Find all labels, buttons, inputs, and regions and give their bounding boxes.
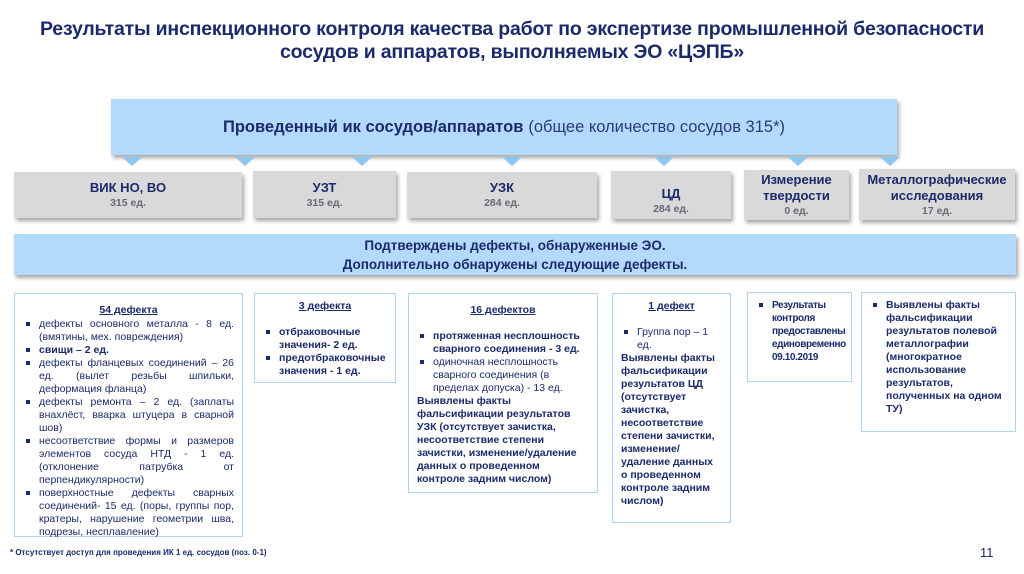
list-item: одиночная несплошность сварного соединения (в пределах допуска) - 13 ед. [417,356,589,395]
card-heading: 54 дефекта [99,304,158,316]
method-count: 284 ед. [484,197,520,209]
list-item: свищи – 2 ед. [23,344,234,357]
pointer-arrow-icon [880,157,900,166]
page-number: 11 [980,545,994,560]
method-count: 0 ед. [784,205,809,217]
confirmed-defects-banner [14,234,1016,275]
list-item: предотбраковочные значения - 1 ед. [263,352,387,378]
defect-card-uzt [254,293,396,383]
list-item: дефекты фланцевых соединений – 26 ед. (вылет резьбы шпильки, деформация фланца) [23,357,234,396]
method-vik [14,172,242,218]
pointer-arrow-icon [654,157,674,166]
defect-card-metallography [861,292,1016,432]
method-count: 315 ед. [306,196,343,209]
card-heading: 1 дефект [648,300,695,312]
pointer-arrow-icon [122,157,142,166]
card-heading: 3 дефекта [298,300,352,312]
list-item: дефекты ремонта – 2 ед. (заплаты внахлёст, вварка штуцера в сварной шов) [23,396,234,435]
slide-title: Результаты инспекционного контроля качества работ по экспертизе промышленной безопасности сосудов и аппаратов, выполняемых ЭО «ЦЭПБ» [39,18,984,63]
falsification-note: Выявлены факты фальсификации результатов УЗК (отсутствует зачистка, несоответствие степени зачистки, изменение/удаление данных о проведенном контроле задним числом) [417,395,577,485]
method-count: 315 ед. [110,197,146,209]
method-name: УЗК [489,180,515,195]
method-name: Измерение твердости [761,172,832,203]
defect-card-hardness [747,292,852,382]
method-count: 284 ед. [653,203,689,215]
method-count: 17 ед. [921,204,953,217]
banner-normal-text: (общее количество сосудов 315*) [528,117,785,136]
defect-card-uzk [408,293,598,493]
banner-bold-text: Проведенный ик сосудов/аппаратов [222,117,524,136]
pointer-arrow-icon [352,157,372,166]
list-item: Выявлены факты фальсификации результатов полевой металлографии (многократное использование результатов, полученных на одном ТУ) [870,299,1007,416]
card-heading: 16 дефектов [470,304,536,316]
total-inspection-banner [111,99,897,155]
list-item: отбраковочные значения- 2 ед. [263,326,387,352]
footnote: * Отсутствует доступ для проведения ИК 1 ед. сосудов (поз. 0-1) [10,548,267,557]
method-metallography [859,169,1015,220]
falsification-note: Выявлены факты фальсификации результатов ЦД (отсутствует зачистка, несоответствие степени зачистки, изменение/удаление данных о проведенном контроле задним числом) [621,352,715,507]
method-name: ВИК НО, ВО [89,180,167,195]
pointer-arrow-icon [502,157,522,166]
list-item: Результаты контроля предоставлены единовременно 09.10.2019 [756,299,843,364]
defect-card-vik [14,293,243,537]
mid-banner-line1: Подтверждены дефекты, обнаруженные ЭО. [364,238,666,253]
method-name: ЦД [661,186,681,201]
list-item: Группа пор – 1 ед. [621,326,722,352]
method-uzk [407,172,597,218]
defect-card-cd [612,293,731,523]
method-name: Металлографические исследования [867,171,1007,203]
method-cd [611,171,731,219]
pointer-arrow-icon [235,157,255,166]
pointer-arrow-icon [788,157,808,166]
list-item: дефекты основного металла - 8 ед. (вмятины, мех. повреждения) [23,318,234,344]
method-hardness [744,170,849,220]
list-item: несоответствие формы и размеров элементов сосуда НТД - 1 ед. (отклонение патрубка от перпендикулярности) [23,435,234,487]
method-uzt [253,171,396,218]
list-item: поверхностные дефекты сварных соединений- 15 ед. (поры, группы пор, кратеры, нарушение геометрии шва, подрезы, несплавление) [23,487,234,539]
mid-banner-line2: Дополнительно обнаружены следующие дефекты. [342,257,688,272]
list-item: протяженная несплошность сварного соединения - 3 ед. [417,330,589,356]
method-name: УЗТ [312,179,337,195]
